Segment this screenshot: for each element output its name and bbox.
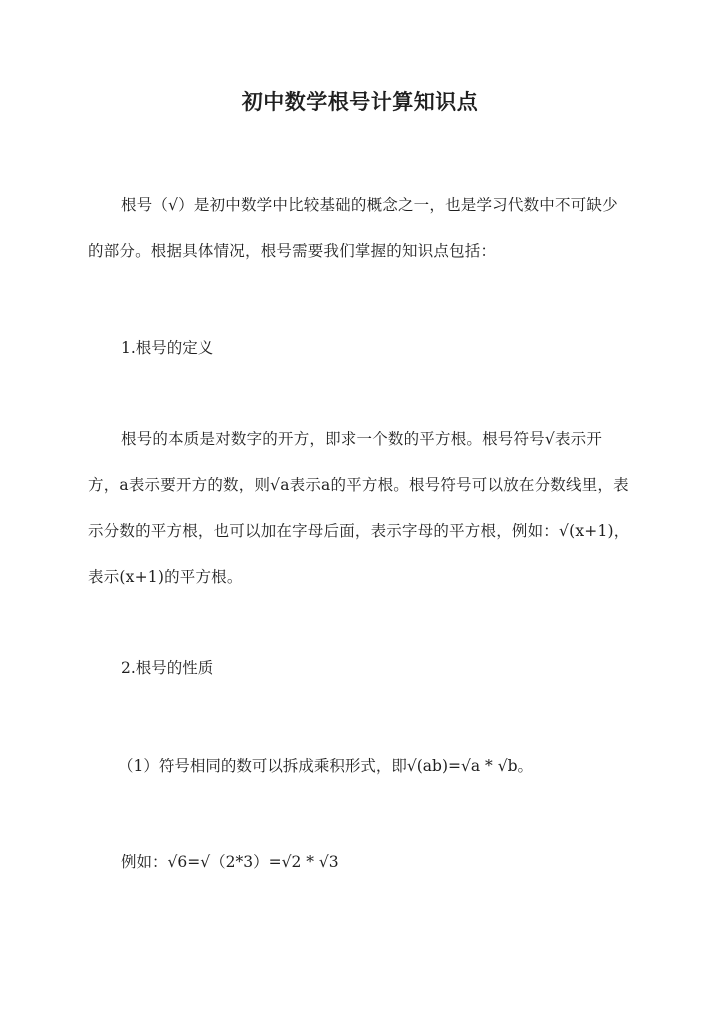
section-2-heading: 2.根号的性质: [121, 659, 214, 677]
section-1-text: 根号的本质是对数字的开方，即求一个数的平方根。根号符号√表示开方，a表示要开方的数，则√a表示a的平方根。根号符号可以放在分数线里，表示分数的平方根，也可以加在字母后面，表示字母的平方根，例如：√(x+1)，表示(x+1)的平方根。: [88, 430, 630, 586]
intro-paragraph: [88, 182, 633, 274]
property-1-text: （1）符号相同的数可以拆成乘积形式，即√(ab)=√a * √b。: [118, 757, 534, 775]
intro-text: 根号（√）是初中数学中比较基础的概念之一，也是学习代数中不可缺少的部分。根据具体情况，根号需要我们掌握的知识点包括：: [88, 196, 618, 260]
example-1-text: 例如：√6=√（2*3）=√2 * √3: [121, 853, 339, 871]
section-1-paragraph: [88, 416, 633, 600]
document-title: 初中数学根号计算知识点: [241, 89, 479, 114]
section-1-heading: 1.根号的定义: [121, 339, 214, 357]
